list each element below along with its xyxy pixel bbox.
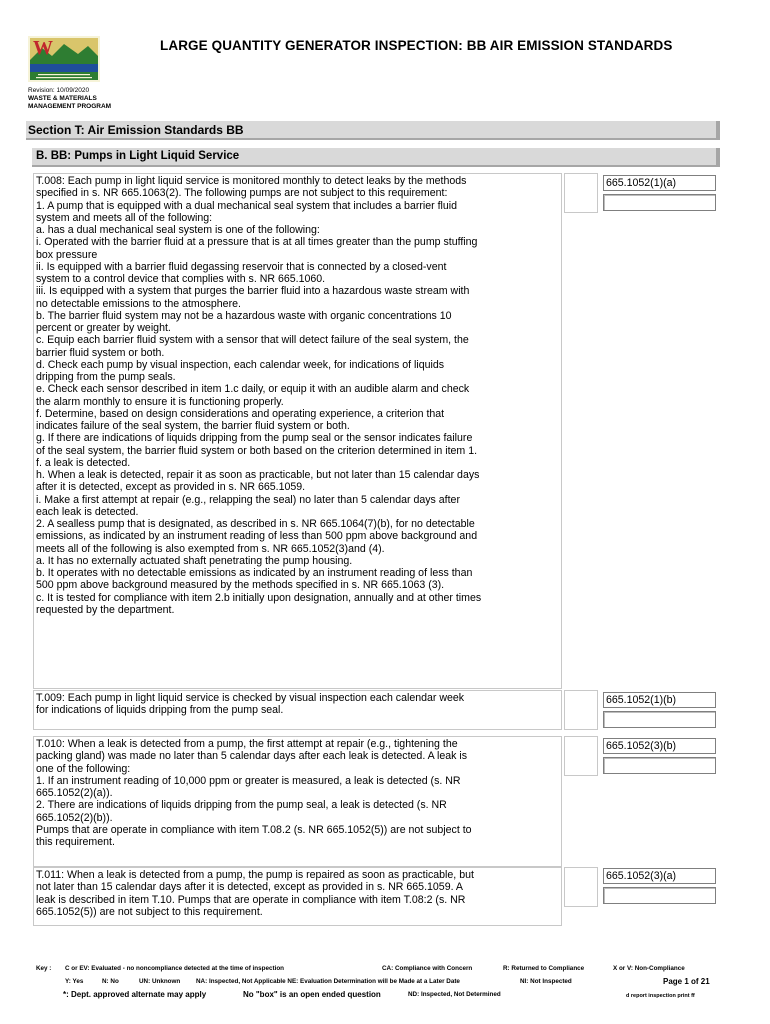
item-t009-text (33, 690, 562, 730)
item-text-line: T.008: Each pump in light liquid service is monitored monthly to detect leaks by the methods (36, 175, 467, 187)
item-text-line: one of the following: (36, 762, 131, 775)
item-text-line: system and meets all of the following: (36, 211, 213, 224)
key-nd: ND: Inspected, Not Determined (408, 991, 501, 998)
key-ca: CA: Compliance with Concern (382, 965, 473, 972)
report-id: d report inspection print ff (626, 993, 695, 999)
item-text-line: the alarm monthly to ensure it is functioning properly. (36, 395, 284, 408)
item-text-line: c. It is tested for compliance with item 2.b initially upon designation, annually and at other times (36, 591, 482, 604)
item-text-line: 1. A pump that is equipped with a dual mechanical seal system that includes a barrier fluid (36, 199, 458, 212)
key-y: Y: Yes (65, 978, 84, 985)
item-text-line: percent or greater by weight. (36, 322, 171, 334)
item-text-line: dripping from the pump seals. (36, 371, 176, 383)
item-text-line: each leak is detected. (36, 505, 139, 518)
item-text-line: Pumps that are operate in compliance with item T.08.2 (s. NR 665.1052(5)) are not subject to (36, 823, 472, 836)
item-text-line: requested by the department. (36, 603, 175, 616)
item-text-line: not later than 15 calendar days after it is detected, except as provided in s. NR 665.1059. A (36, 881, 463, 894)
item-text-line: for indications of liquids dripping from the pump seal. (36, 704, 284, 717)
item-t010-regulation: 665.1052(3)(b) (603, 738, 716, 754)
item-t011-notes-field[interactable] (603, 887, 716, 904)
item-text-line: T.009: Each pump in light liquid service is checked by visual inspection each calendar week (36, 692, 465, 704)
item-text-line: barrier fluid system or both. (36, 346, 165, 359)
item-text-line: no detectable emissions to the atmosphere. (36, 297, 241, 310)
item-text-line: of the seal system, the barrier fluid system or both based on the criterion determined in item 1. (36, 444, 478, 457)
page-number: Page 1 of 21 (663, 977, 710, 986)
key-dept-alternate: *: Dept. approved alternate may apply (63, 990, 207, 999)
item-text-line: a. It has no externally actuated shaft penetrating the pump housing. (36, 554, 353, 567)
item-text-line: 500 ppm above background measured by the methods specified in s. NR 665.1063 (3). (36, 579, 445, 592)
item-text-line: after it is detected, except as provided in s. NR 665.1059. (36, 481, 306, 494)
key-x-v: X or V: Non-Compliance (613, 965, 685, 972)
item-text-line: h. When a leak is detected, repair it as soon as practicable, but not later than 15 calendar days (36, 469, 480, 481)
section-header (26, 121, 720, 140)
item-text-line: 665.1052(5)) are not subject to this requirement. (36, 905, 263, 918)
item-text-line: packing gland) was made no later than 5 calendar days after each leak is detected. A leak is (36, 750, 468, 763)
section-title: Section T: Air Emission Standards BB (28, 123, 244, 137)
program-line-1: WASTE & MATERIALS (28, 95, 97, 102)
item-text-line: g. If there are indications of liquids dripping from the pump seal or the sensor indicates failure (36, 432, 473, 445)
revision-date: Revision: 10/09/2020 (28, 87, 90, 94)
svg-text:W: W (33, 37, 53, 59)
item-text-line: f. Determine, based on design considerations and operating experience, a criterion that (36, 407, 445, 420)
item-text-line: i. Operated with the barrier fluid at a pressure that is at all times greater than the pump stuffing (36, 236, 478, 249)
item-text-line: box pressure (36, 248, 98, 261)
item-text-line: b. The barrier fluid system may not be a hazardous waste with organic concentrations 10 (36, 309, 452, 322)
item-t008-text (33, 173, 562, 689)
item-t008-notes-field[interactable] (603, 194, 716, 211)
item-t008-regulation: 665.1052(1)(a) (603, 175, 716, 191)
item-t009-regulation: 665.1052(1)(b) (603, 692, 716, 708)
item-t009-response-box[interactable] (564, 690, 598, 730)
key-ni: NI: Not Inspected (520, 978, 572, 985)
item-text-line: indicates failure of the seal system, the barrier fluid system or both. (36, 420, 350, 432)
document-title: LARGE QUANTITY GENERATOR INSPECTION: BB AIR EMISSION STANDARDS (160, 38, 673, 53)
item-t010-text (33, 736, 562, 867)
item-text-line: c. Equip each barrier fluid system with a sensor that will detect failure of the seal system, the (36, 334, 469, 347)
item-text-line: 1. If an instrument reading of 10,000 ppm or greater is measured, a leak is detected (s. NR (36, 774, 461, 787)
item-text-line: 665.1052(2)(b)). (36, 811, 113, 824)
key-label: Key : (36, 965, 52, 972)
item-text-line: meets all of the following is also exempted from s. NR 665.1052(3)and (4). (36, 542, 385, 555)
program-line-2: MANAGEMENT PROGRAM (28, 103, 112, 110)
revision-block (28, 87, 111, 111)
item-text-line: specified in s. NR 665.1063(2). The following pumps are not subject to this requirement: (36, 187, 448, 200)
subsection-header (32, 148, 720, 167)
item-text-line: system to a control device that complies with s. NR 665.1060. (36, 273, 326, 285)
item-text-line: ii. Is equipped with a barrier fluid degassing reservoir that is connected by a closed-vent (36, 260, 447, 273)
item-text-line: emissions, as indicated by an instrument reading of less than 500 ppm above background and (36, 530, 478, 543)
item-text-line: T.011: When a leak is detected from a pump, the pump is repaired as soon as practicable, but (36, 869, 474, 881)
item-text-line: e. Check each sensor described in item 1.c daily, or equip it with an audible alarm and check (36, 383, 470, 396)
key-na-ne: NA: Inspected, Not Applicable NE: Evaluation Determination will be Made at a Later Date (196, 978, 460, 985)
item-t011-text (33, 867, 562, 926)
item-text-line: 2. A sealless pump that is designated, as described in s. NR 665.1064(7)(b), for no detectable (36, 518, 475, 530)
item-t009-notes-field[interactable] (603, 711, 716, 728)
item-text-line: i. Make a first attempt at repair (e.g., relapping the seal) no later than 5 calendar days after (36, 493, 460, 506)
item-text-line: d. Check each pump by visual inspection, each calendar week, for indications of liquids (36, 358, 445, 371)
item-text-line: a. has a dual mechanical seal system is one of the following: (36, 224, 320, 236)
item-text-line: T.010: When a leak is detected from a pump, the first attempt at repair (e.g., tightening the (36, 738, 458, 750)
key-r: R: Returned to Compliance (503, 965, 585, 972)
item-text-line: leak is described in item T.10. Pumps that are operate in compliance with item T.08:2 (s. NR (36, 893, 466, 906)
item-text-line: iii. Is equipped with a system that purges the barrier fluid into a hazardous waste stream with (36, 285, 470, 298)
subsection-title: B. BB: Pumps in Light Liquid Service (36, 150, 240, 162)
dnr-logo (28, 36, 100, 82)
item-text-line: b. It operates with no detectable emissions as indicated by an instrument reading of less than (36, 567, 473, 579)
item-t010-notes-field[interactable] (603, 757, 716, 774)
item-t011-response-box[interactable] (564, 867, 598, 907)
item-t010-response-box[interactable] (564, 736, 598, 776)
item-text-line: this requirement. (36, 836, 115, 848)
item-text-line: 2. There are indications of liquids dripping from the pump seal, a leak is detected (s. NR (36, 799, 447, 812)
item-t008-response-box[interactable] (564, 173, 598, 213)
key-c-ev: C or EV: Evaluated - no noncompliance detected at the time of inspection (65, 965, 285, 972)
item-text-line: f. a leak is detected. (36, 456, 131, 469)
key-no-box: No "box" is an open ended question (243, 990, 381, 999)
item-t011-regulation: 665.1052(3)(a) (603, 868, 716, 884)
item-text-line: 665.1052(2)(a)). (36, 787, 113, 799)
key-n: N: No (102, 978, 119, 985)
key-un: UN: Unknown (139, 978, 181, 985)
